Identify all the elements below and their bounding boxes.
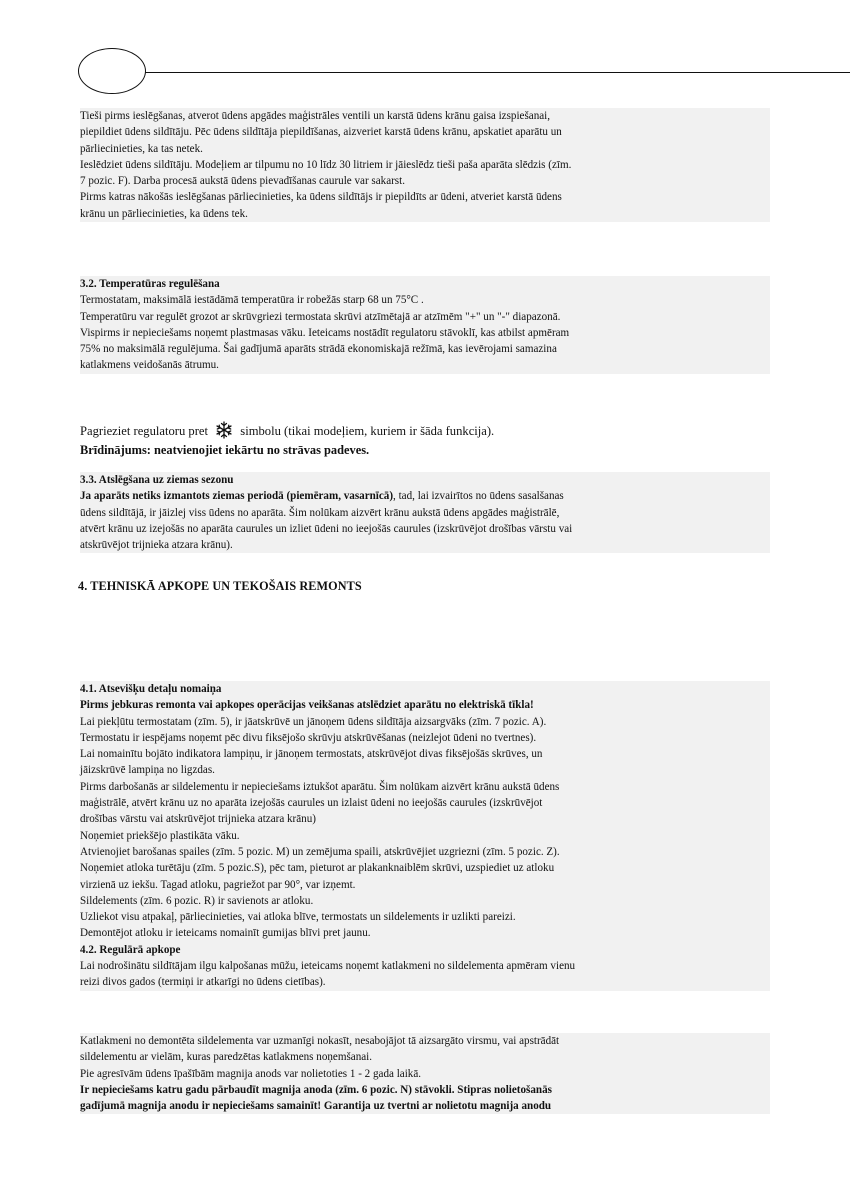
section-heading: 4.2. Regulārā apkope bbox=[80, 943, 181, 956]
winter-mode-line bbox=[80, 421, 770, 443]
maintenance-line: sildelementu ar vielām, kuras paredzētas katlakmens noņemšanai. bbox=[80, 1051, 373, 1064]
winter-mode-note bbox=[80, 421, 770, 458]
temperature-line: Temperatūru var regulēt grozot ar skrūvgriezi termostata skrūvi atzīmētajā ar atzīmēm "+" un "-" diapazonā. bbox=[80, 310, 561, 323]
maintenance-line: Katlakmeni no demontēta sildelementa var uzmanīgi nokasīt, nesabojājot tā aizsargāto virsmu, vai apstrādāt bbox=[80, 1035, 560, 1047]
winter-line: atskrūvējot trijnieka atzara krānu). bbox=[80, 539, 233, 552]
page-number-oval bbox=[78, 48, 146, 94]
winter-lead-bold: Ja aparāts netiks izmantots ziemas periodā (piemēram, vasarnīcā) bbox=[80, 490, 394, 503]
replace-line: jāizskrūvē lampiņa no ligzdas. bbox=[80, 764, 215, 777]
intro-line: pārliecinieties, ka tas netek. bbox=[80, 142, 203, 155]
temperature-line: katlakmens veidošanās ātrumu. bbox=[80, 359, 219, 372]
winter-line: atvērt krānu uz izejošās no aparāta caurules un izliet ūdeni no ieejošās caurules (izskrūvējot drošības vārstu vai bbox=[80, 522, 573, 535]
section-heading: 3.3. Atslēgšana uz ziemas sezonu bbox=[80, 474, 234, 486]
replace-line: Demontējot atloku ir ieteicams nomainīt gumijas blīvi pret jaunu. bbox=[80, 927, 371, 940]
replace-line: Lai piekļūtu termostatam (zīm. 5), ir jāatskrūvē un jānoņem ūdens sildītāja aizsargvāks (zīm. 7 pozic. A). bbox=[80, 715, 547, 728]
intro-section bbox=[80, 108, 770, 222]
note-text-before: Pagrieziet regulatoru pret bbox=[80, 424, 208, 438]
power-warning: Brīdinājums: neatvienojiet iekārtu no strāvas padeves. bbox=[80, 443, 370, 457]
winter-lead-rest: , tad, lai izvairītos no ūdens sasalšanas bbox=[393, 490, 564, 503]
temperature-section bbox=[80, 276, 770, 374]
replace-line: Pirms darbošanās ar sildelementu ir nepieciešams iztukšot aparātu. Šim nolūkam aizvērt krānu aukstā ūdens bbox=[80, 780, 560, 793]
replace-line: drošības vārstu vai atskrūvējot trijnieka atzara krānu) bbox=[80, 813, 316, 826]
anode-warning-line: Ir nepieciešams katru gadu pārbaudīt magnija anoda (zīm. 6 pozic. N) stāvokli. Stipras nolietošanās bbox=[80, 1083, 552, 1096]
replace-line: Lai nomainītu bojāto indikatora lampiņu, ir jānoņem termostats, atskrūvējot divas fiksējošās skrūves, un bbox=[80, 748, 543, 761]
section-heading: 3.2. Temperatūras regulēšana bbox=[80, 278, 220, 290]
header-rule bbox=[145, 72, 850, 73]
temperature-line: Vispirms ir nepieciešams noņemt plastmasas vāku. Ieteicams nostādīt regulatoru stāvoklī, kas atbilst apmēram bbox=[80, 326, 570, 339]
snowflake-icon bbox=[215, 421, 233, 443]
intro-line: Pirms katras nākošās ieslēgšanas pārliecinieties, ka ūdens sildītājs ir piepildīts ar ūdeni, atveriet karstā ūdens bbox=[80, 191, 562, 204]
safety-warning: Pirms jebkuras remonta vai apkopes operācijas veikšanas atslēdziet aparātu no elektriskā tīkla! bbox=[80, 699, 534, 712]
maintenance-line: reizi divos gados (termiņi ir atkarīgi no ūdens cietības). bbox=[80, 976, 326, 989]
note-text-after: simbolu (tikai modeļiem, kuriem ir šāda funkcija). bbox=[240, 424, 495, 438]
temperature-line: Termostatam, maksimālā iestādāmā temperatūra ir robežās starp 68 un 75°C . bbox=[80, 294, 424, 307]
maintenance-line: Pie agresīvām ūdens īpašībām magnija anods var nolietoties 1 - 2 gada laikā. bbox=[80, 1067, 422, 1080]
maintenance-section bbox=[80, 1033, 770, 1114]
intro-line: Ieslēdziet ūdens sildītāju. Modeļiem ar tilpumu no 10 līdz 30 litriem ir jāieslēdz tieši paša aparāta slēdzis (zīm. bbox=[80, 158, 572, 171]
temperature-line: 75% no maksimālā regulējuma. Šai gadījumā aparāts strādā ekonomiskajā režīmā, kas ievērojami samazina bbox=[80, 343, 557, 356]
replace-line: maģistrālē, atvērt krānu uz no aparāta izejošās caurules un izlaist ūdeni no ieejošās caurules (izskrūvējot bbox=[80, 797, 543, 810]
replace-line: Uzliekot visu atpakaļ, pārliecinieties, vai atloka blīve, termostats un sildelements ir uzlikti pareizi. bbox=[80, 911, 516, 924]
intro-line: piepildiet ūdens sildītāju. Pēc ūdens sildītāja piepildīšanas, aizveriet karstā ūdens krānu, apskatiet aparātu un bbox=[80, 126, 562, 139]
winter-line: ūdens sildītājā, ir jāizlej viss ūdens no aparāta. Šim nolūkam aizvērt krānu aukstā ūdens apgādes maģistrālē, bbox=[80, 506, 560, 519]
anode-warning-line: gadījumā magnija anodu ir nepieciešams samainīt! Garantija uz tvertni ar nolietotu magnija anodu bbox=[80, 1100, 552, 1113]
replace-line: Sildelements (zīm. 6 pozic. R) ir savienots ar atloku. bbox=[80, 894, 314, 907]
intro-line: Tieši pirms ieslēgšanas, atverot ūdens apgādes maģistrāles ventili un karstā ūdens krānu gaisa izspiešanai, bbox=[80, 110, 551, 122]
parts-replacement-section bbox=[80, 681, 770, 991]
winter-lead-line bbox=[80, 488, 770, 504]
replace-line: Termostatu ir iespējams noņemt pēc divu fiksējošo skrūvju atskrūvēšanas (neizlejot ūdeni no tvertnes). bbox=[80, 731, 537, 744]
intro-line: krānu un pārliecinieties, ka ūdens tek. bbox=[80, 207, 248, 220]
replace-line: virzienā uz iekšu. Tagad atloku, pagriežot par 90°, var izņemt. bbox=[80, 878, 356, 891]
winter-section bbox=[80, 472, 770, 553]
intro-line: 7 pozic. F). Darba procesā aukstā ūdens pievadīšanas caurule var sakarst. bbox=[80, 175, 405, 188]
maintenance-line: Lai nodrošinātu sildītājam ilgu kalpošanas mūžu, ieteicams noņemt katlakmeni no sildelementa apmēram vienu bbox=[80, 960, 576, 973]
chapter-heading: 4. TEHNISKĀ APKOPE UN TEKOŠAIS REMONTS bbox=[78, 579, 362, 593]
replace-line: Noņemiet atloka turētāju (zīm. 5 pozic.S), pēc tam, pieturot ar plakanknaiblēm skrūvi, uzspiediet uz atloku bbox=[80, 862, 555, 875]
replace-line: Atvienojiet barošanas spailes (zīm. 5 pozic. M) un zemējuma spaili, atskrūvējiet uzgriezni (zīm. 5 pozic. Z). bbox=[80, 845, 560, 858]
section-heading: 4.1. Atsevišķu detaļu nomaiņa bbox=[80, 683, 222, 695]
replace-line: Noņemiet priekšējo plastikāta vāku. bbox=[80, 829, 240, 842]
